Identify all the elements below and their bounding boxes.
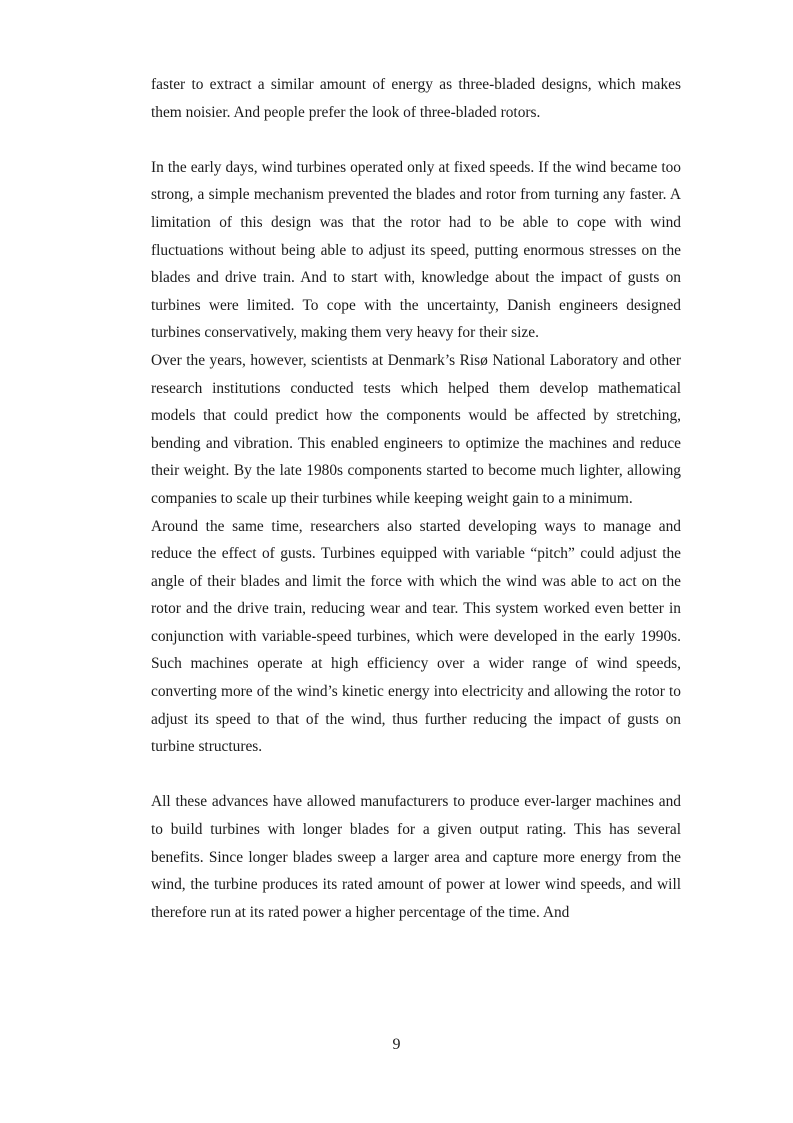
paragraph-fixed-speed: In the early days, wind turbines operated only at fixed speeds. If the wind became too strong, a simple mechanism prevented the blades and rotor from turning any faster. A limitation of this design was that the rotor had to be able to cope with wind fluctuations without being able to adjust its speed, putting enormous stresses on the blades and drive train. And to start with, knowledge about the impact of gusts on turbines were limited. To cope with the uncertainty, Danish engineers designed turbines conservatively, making them very heavy for their size. bbox=[151, 158, 681, 342]
paragraph-spacer bbox=[151, 126, 681, 154]
paragraph-advances: All these advances have allowed manufacturers to produce ever-larger machines and to build turbines with longer blades for a given output rating. This has several benefits. Since longer blades sweep a larger area and capture more energy from the wind, the turbine produces its rated amount of power at lower wind speeds, and will therefore run at its rated power a higher percentage of the time. And bbox=[151, 793, 681, 921]
paragraph-gusts-pitch: Around the same time, researchers also started developing ways to manage and reduce the effect of gusts. Turbines equipped with variable “pitch” could adjust the angle of their blades and limit the force with which the wind was able to act on the rotor and the drive train, reducing wear and tear. This system worked even better in conjunction with variable-speed turbines, which were developed in the early 1990s. Such machines operate at high efficiency over a wider range of wind speeds, converting more of the wind’s kinetic energy into electricity and allowing the rotor to adjust its speed to that of the wind, thus further reducing the impact of gusts on turbine structures. bbox=[151, 517, 681, 756]
paragraph-spacer bbox=[151, 761, 681, 789]
paragraph-riso-research: Over the years, however, scientists at Denmark’s Risø National Laboratory and other research institutions conducted tests which helped them develop mathematical models that could predict how the components would be affected by stretching, bending and vibration. This enabled engineers to optimize the machines and reduce their weight. By the late 1980s components started to become much lighter, allowing companies to scale up their turbines while keeping weight gain to a minimum. bbox=[151, 351, 681, 507]
document-body bbox=[151, 71, 681, 926]
page-number: 9 bbox=[392, 1036, 401, 1053]
paragraph-noise: faster to extract a similar amount of energy as three-bladed designs, which makes them noisier. And people prefer the look of three-bladed rotors. bbox=[151, 76, 681, 121]
